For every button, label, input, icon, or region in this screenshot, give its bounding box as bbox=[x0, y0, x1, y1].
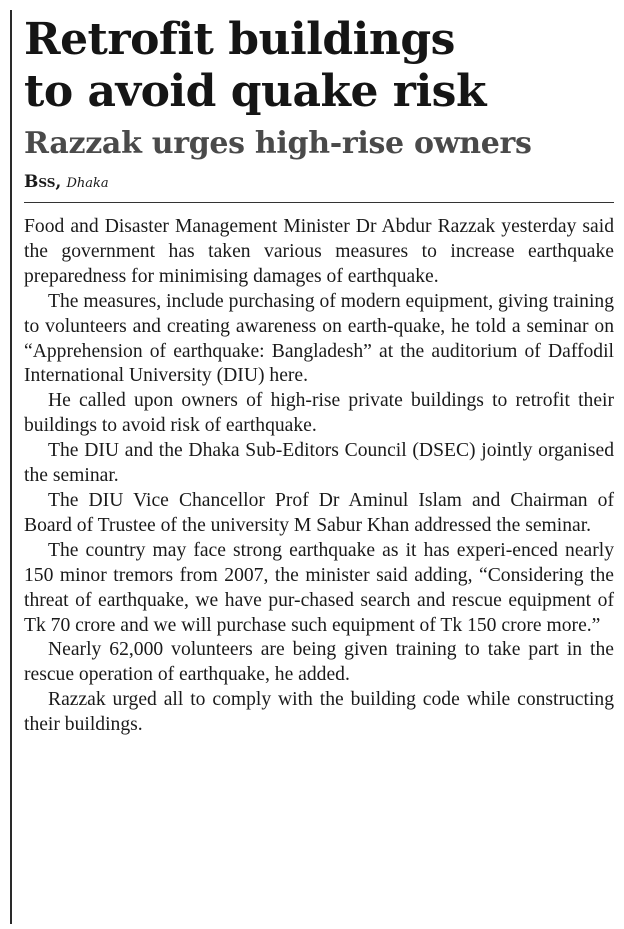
paragraph-1: Food and Disaster Management Minister Dr Abdur Razzak yesterday said the government has taken various measures to increase earthquake preparedness for minimising damages of earthquake. bbox=[24, 216, 614, 287]
subheadline: Razzak urges high-rise owners bbox=[24, 126, 532, 161]
byline-agency: Bss, bbox=[24, 172, 62, 192]
paragraph-3: He called upon owners of high-rise private buildings to retrofit their buildings to avoid risk of earthquake. bbox=[24, 390, 614, 437]
article-body bbox=[24, 215, 614, 738]
byline-place: Dhaka bbox=[66, 176, 109, 191]
byline bbox=[24, 172, 614, 194]
headline bbox=[24, 14, 614, 118]
paragraph-2: The measures, include purchasing of modern equipment, giving training to volunteers and creating awareness on earth-quake, he told a seminar on “Apprehension of earthquake: Bangladesh” at the auditorium of Daffodil International University (DIU) here. bbox=[24, 290, 614, 387]
paragraph-7: Nearly 62,000 volunteers are being given training to take part in the rescue operation of earthquake, he added. bbox=[24, 639, 614, 686]
headline-line-2: to avoid quake risk bbox=[24, 66, 486, 117]
paragraph-5: The DIU Vice Chancellor Prof Dr Aminul Islam and Chairman of Board of Trustee of the university M Sabur Khan addressed the seminar. bbox=[24, 489, 614, 536]
byline-divider bbox=[24, 202, 614, 203]
paragraph-8: Razzak urged all to comply with the building code while constructing their buildings. bbox=[24, 689, 614, 736]
paragraph-4: The DIU and the Dhaka Sub-Editors Council (DSEC) jointly organised the seminar. bbox=[24, 440, 614, 487]
news-article bbox=[24, 14, 614, 738]
column-rule bbox=[10, 10, 12, 924]
headline-line-1: Retrofit buildings bbox=[24, 14, 455, 65]
paragraph-6: The country may face strong earthquake as it has experi-enced nearly 150 minor tremors from 2007, the minister said adding, “Considering the threat of earthquake, we have pur-chased search and rescue equipment of Tk 70 crore and we will purchase such equipment of Tk 150 crore more.” bbox=[24, 539, 614, 636]
